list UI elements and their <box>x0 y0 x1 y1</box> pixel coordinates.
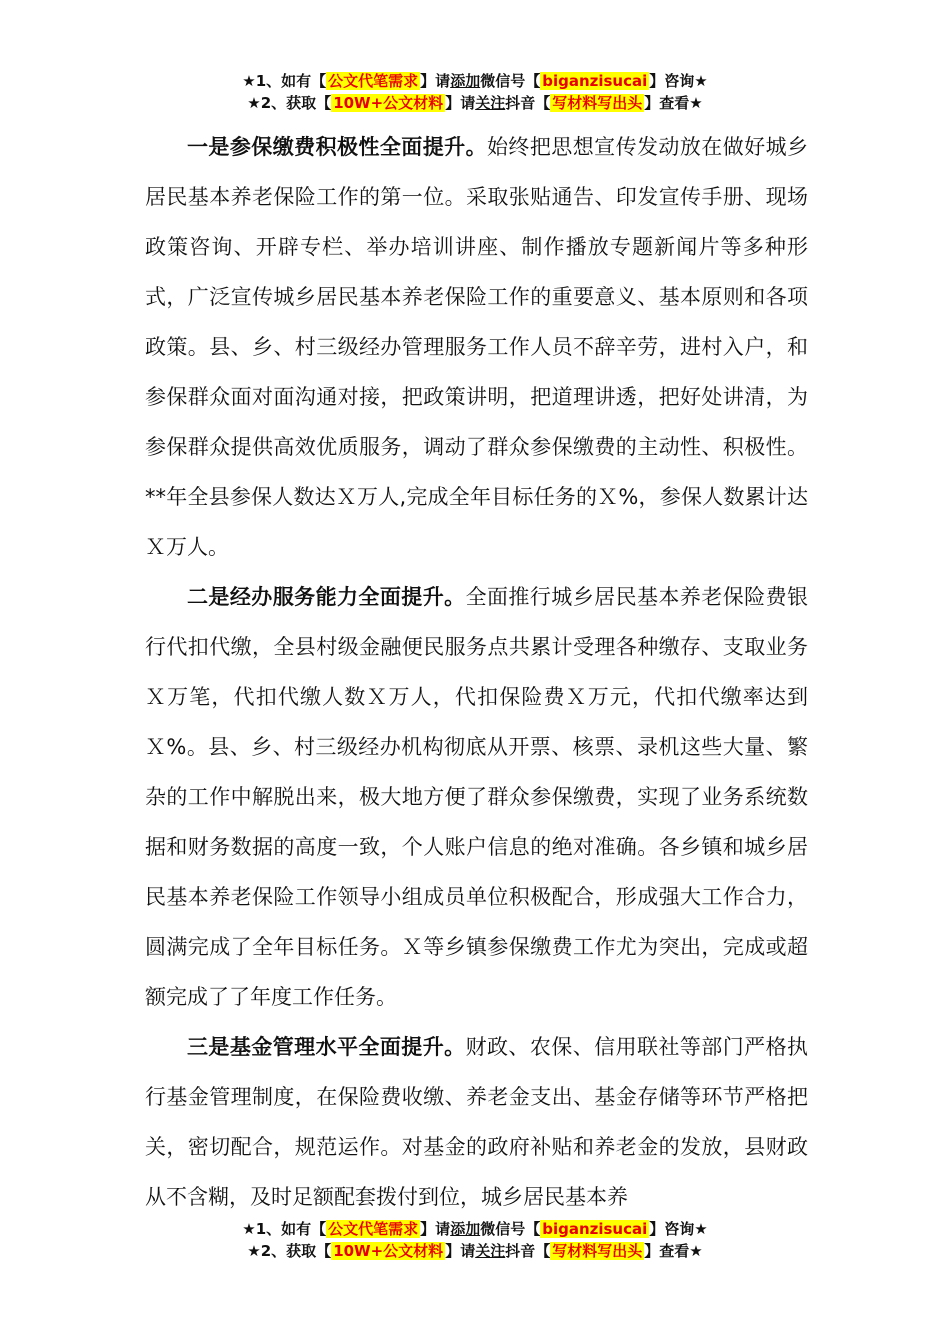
document-body <box>145 122 808 1222</box>
paragraph-text: 全面推行城乡居民基本养老保险费银行代扣代缴，全县村级金融便民服务点共累计受理各种缴存、支取业务Ｘ万笔，代扣代缴人数Ｘ万人，代扣保险费Ｘ万元，代扣代缴率达到Ｘ%。县、乡、村三级经办机构彻底从开票、核票、录机这些大量、繁杂的工作中解脱出来，极大地方便了群众参保缴费，实现了业务系统数据和财务数据的高度一致，个人账户信息的绝对准确。各乡镇和城乡居民基本养老保险工作领导小组成员单位积极配合，形成强大工作合力，圆满完成了全年目标任务。Ｘ等乡镇参保缴费工作尤为突出，完成或超额完成了了年度工作任务。 <box>145 585 809 1009</box>
highlight-materials: 10W+公文材料 <box>333 94 444 112</box>
paragraph-lead: 三是基金管理水平全面提升。 <box>187 1035 466 1059</box>
banner-line-2: ★2、获取【 10W+公文材料 】请关注抖音【 写材料写出头 】查看★ <box>247 1242 703 1260</box>
highlight-douyin-account: 写材料写出头 <box>552 1242 643 1260</box>
banner-line-2: ★2、获取【 10W+公文材料 】请关注抖音【 写材料写出头 】查看★ <box>247 94 703 112</box>
highlight-service: 公文代笔需求 <box>328 1220 419 1238</box>
highlight-wechat-id: biganzisucai <box>542 1220 648 1238</box>
paragraph-text: 始终把思想宣传发动放在做好城乡居民基本养老保险工作的第一位。采取张贴通告、印发宣传手册、现场政策咨询、开辟专栏、举办培训讲座、制作播放专题新闻片等多种形式，广泛宣传城乡居民基本养老保险工作的重要意义、基本原则和各项政策。县、乡、村三级经办管理服务工作人员不辞辛劳，进村入户，和参保群众面对面沟通对接，把政策讲明，把道理讲透，把好处讲清，为参保群众提供高效优质服务，调动了群众参保缴费的主动性、积极性。**年全县参保人数达Ｘ万人,完成全年目标任务的Ｘ%，参保人数累计达Ｘ万人。 <box>145 135 808 559</box>
highlight-service: 公文代笔需求 <box>328 72 419 90</box>
bottom-banner <box>0 1218 950 1262</box>
paragraph-1 <box>145 122 808 572</box>
highlight-wechat-id: biganzisucai <box>542 72 648 90</box>
banner-line-1: ★1、如有【 公文代笔需求 】请添加微信号【 biganzisucai 】咨询★ <box>242 1220 708 1238</box>
banner-line-1: ★1、如有【 公文代笔需求 】请添加微信号【 biganzisucai 】咨询★ <box>242 72 708 90</box>
paragraph-2 <box>145 572 808 1022</box>
top-banner <box>0 70 950 114</box>
highlight-douyin-account: 写材料写出头 <box>552 94 643 112</box>
paragraph-text: 财政、农保、信用联社等部门严格执行基金管理制度，在保险费收缴、养老金支出、基金存储等环节严格把关，密切配合，规范运作。对基金的政府补贴和养老金的发放，县财政从不含糊，及时足额配套拨付到位，城乡居民基本养 <box>145 1035 809 1209</box>
paragraph-lead: 一是参保缴费积极性全面提升。 <box>187 135 487 159</box>
paragraph-3 <box>145 1022 808 1222</box>
paragraph-lead: 二是经办服务能力全面提升。 <box>187 585 466 609</box>
highlight-materials: 10W+公文材料 <box>333 1242 444 1260</box>
